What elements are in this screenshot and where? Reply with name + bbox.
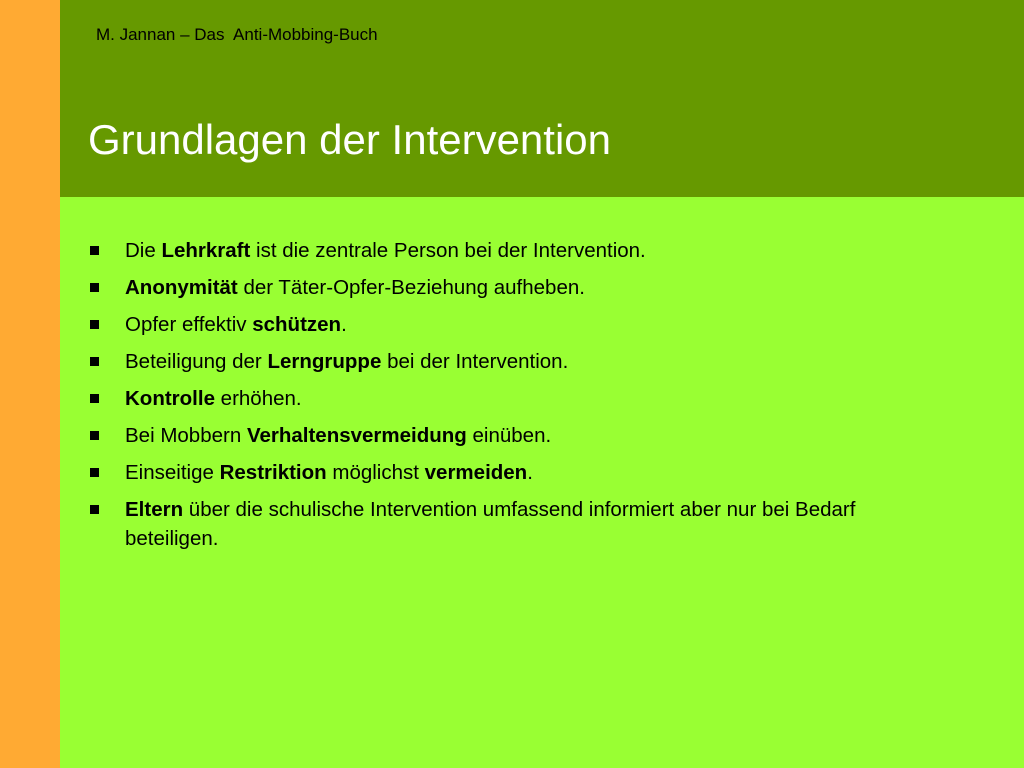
- square-bullet-icon: [90, 283, 99, 292]
- square-bullet-icon: [90, 357, 99, 366]
- bullet-item: [88, 347, 938, 376]
- bullet-text: [125, 461, 533, 484]
- bullet-emphasis: Lehrkraft: [161, 239, 251, 262]
- author-line: M. Jannan – Das Anti-Mobbing-Buch: [96, 25, 378, 44]
- bullet-text: [125, 424, 551, 447]
- square-bullet-icon: [90, 246, 99, 255]
- bullet-segment: .: [527, 461, 533, 484]
- bullet-segment: .: [341, 313, 347, 336]
- bullet-segment: Einseitige: [125, 461, 220, 484]
- bullet-emphasis: Anonymität: [125, 276, 238, 299]
- bullet-list: [88, 236, 938, 561]
- bullet-item: [88, 495, 938, 553]
- bullet-segment: ist die zentrale Person bei der Intervention.: [250, 239, 646, 262]
- bullet-text: [125, 387, 302, 410]
- bullet-segment: Beteiligung der: [125, 350, 268, 373]
- bullet-text: [125, 239, 646, 262]
- square-bullet-icon: [90, 431, 99, 440]
- bullet-item: [88, 384, 938, 413]
- bullet-segment: Bei Mobbern: [125, 424, 247, 447]
- square-bullet-icon: [90, 505, 99, 514]
- bullet-item: [88, 236, 938, 265]
- bullet-emphasis: Restriktion: [219, 461, 327, 484]
- bullet-segment: Die: [125, 239, 162, 262]
- bullet-segment: möglichst: [326, 461, 425, 484]
- slide-title: Grundlagen der Intervention: [88, 116, 612, 163]
- bullet-item: [88, 273, 938, 302]
- bullet-emphasis: Lerngruppe: [267, 350, 382, 373]
- square-bullet-icon: [90, 394, 99, 403]
- bullet-emphasis: Kontrolle: [125, 387, 215, 410]
- bullet-segment: einüben.: [466, 424, 552, 447]
- bullet-segment: erhöhen.: [214, 387, 302, 410]
- bullet-emphasis: vermeiden: [424, 461, 528, 484]
- bullet-text: [125, 276, 585, 299]
- bullet-segment: Opfer effektiv: [125, 313, 253, 336]
- left-accent-stripe: [0, 0, 60, 768]
- square-bullet-icon: [90, 468, 99, 477]
- bullet-segment: bei der Intervention.: [381, 350, 569, 373]
- bullet-emphasis: Verhaltensvermeidung: [246, 424, 467, 447]
- bullet-item: [88, 310, 938, 339]
- bullet-item: [88, 421, 938, 450]
- bullet-text: [125, 350, 568, 373]
- square-bullet-icon: [90, 320, 99, 329]
- bullet-emphasis: schützen: [252, 313, 342, 336]
- bullet-text: [125, 313, 347, 336]
- bullet-segment: über die schulische Intervention umfassend informiert aber nur bei Bedarf beteiligen.: [125, 498, 856, 550]
- bullet-text: [125, 498, 855, 550]
- bullet-item: [88, 458, 938, 487]
- bullet-emphasis: Eltern: [125, 498, 184, 521]
- bullet-segment: der Täter-Opfer-Beziehung aufheben.: [237, 276, 585, 299]
